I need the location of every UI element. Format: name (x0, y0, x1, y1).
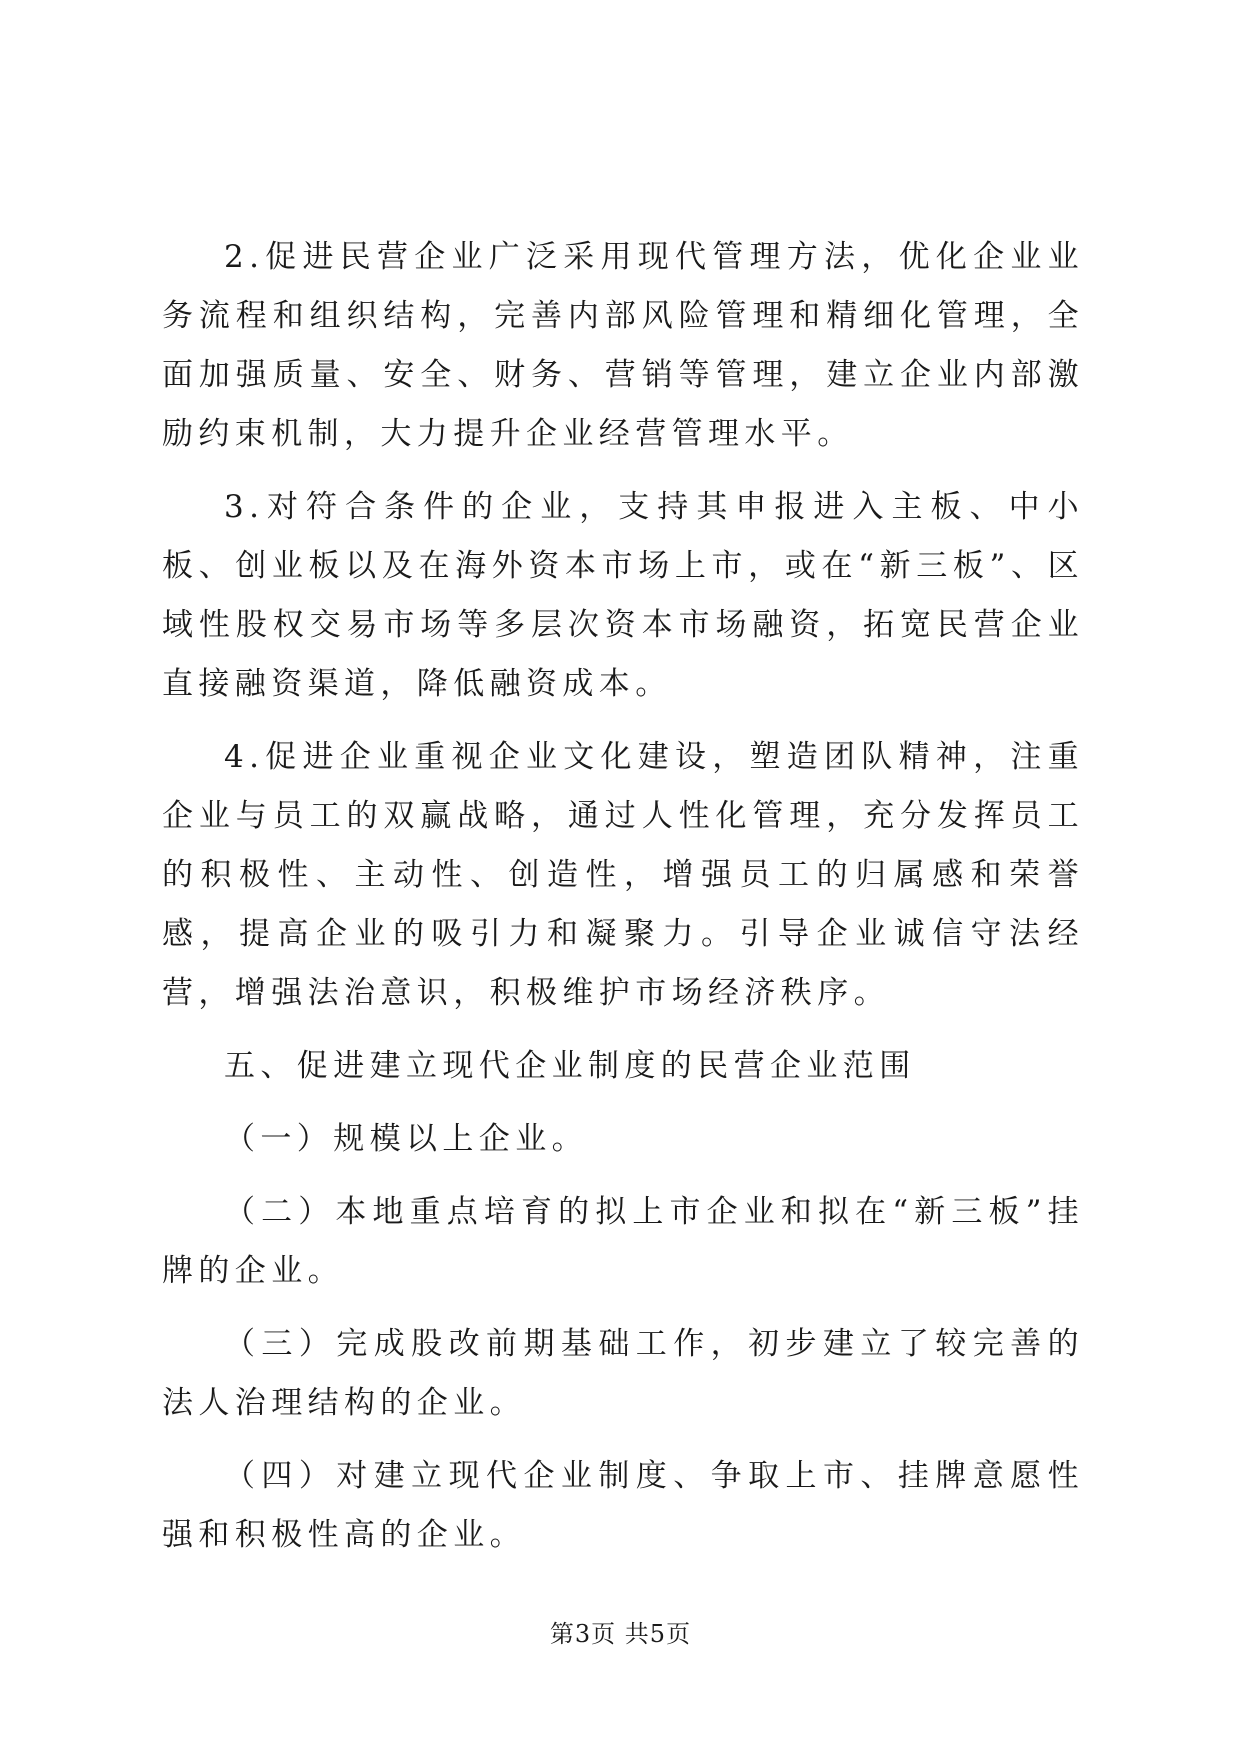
section-heading-5: 五、促进建立现代企业制度的民营企业范围 (224, 1048, 916, 1084)
paragraph-item-4: 4.促进企业重视企业文化建设，塑造团队精神，注重企业与员工的双赢战略，通过人性化管理，充分发挥员工的积极性、主动性、创造性，增强员工的归属感和荣誉感，提高企业的吸引力和凝聚力。引导企业诚信守法经营，增强法治意识，积极维护市场经济秩序。 (162, 739, 1084, 1011)
scope-item-3: （三）完成股改前期基础工作，初步建立了较完善的法人治理结构的企业。 (162, 1326, 1084, 1421)
scope-item-1: （一）规模以上企业。 (224, 1121, 588, 1157)
paragraph-item-3: 3.对符合条件的企业，支持其申报进入主板、中小板、创业板以及在海外资本市场上市，或在“新三板”、区域性股权交易市场等多层次资本市场融资，拓宽民营企业直接融资渠道，降低融资成本。 (162, 489, 1084, 702)
paragraph-item-2: 2.促进民营企业广泛采用现代管理方法，优化企业业务流程和组织结构，完善内部风险管理和精细化管理，全面加强质量、安全、财务、营销等管理，建立企业内部激励约束机制，大力提升企业经营管理水平。 (162, 239, 1084, 452)
page-number-footer: 第3页 共5页 (549, 1620, 692, 1648)
document-body (162, 228, 1084, 1565)
scope-item-2: （二）本地重点培育的拟上市企业和拟在“新三板”挂牌的企业。 (162, 1194, 1084, 1289)
scope-item-4: （四）对建立现代企业制度、争取上市、挂牌意愿性强和积极性高的企业。 (162, 1458, 1084, 1553)
